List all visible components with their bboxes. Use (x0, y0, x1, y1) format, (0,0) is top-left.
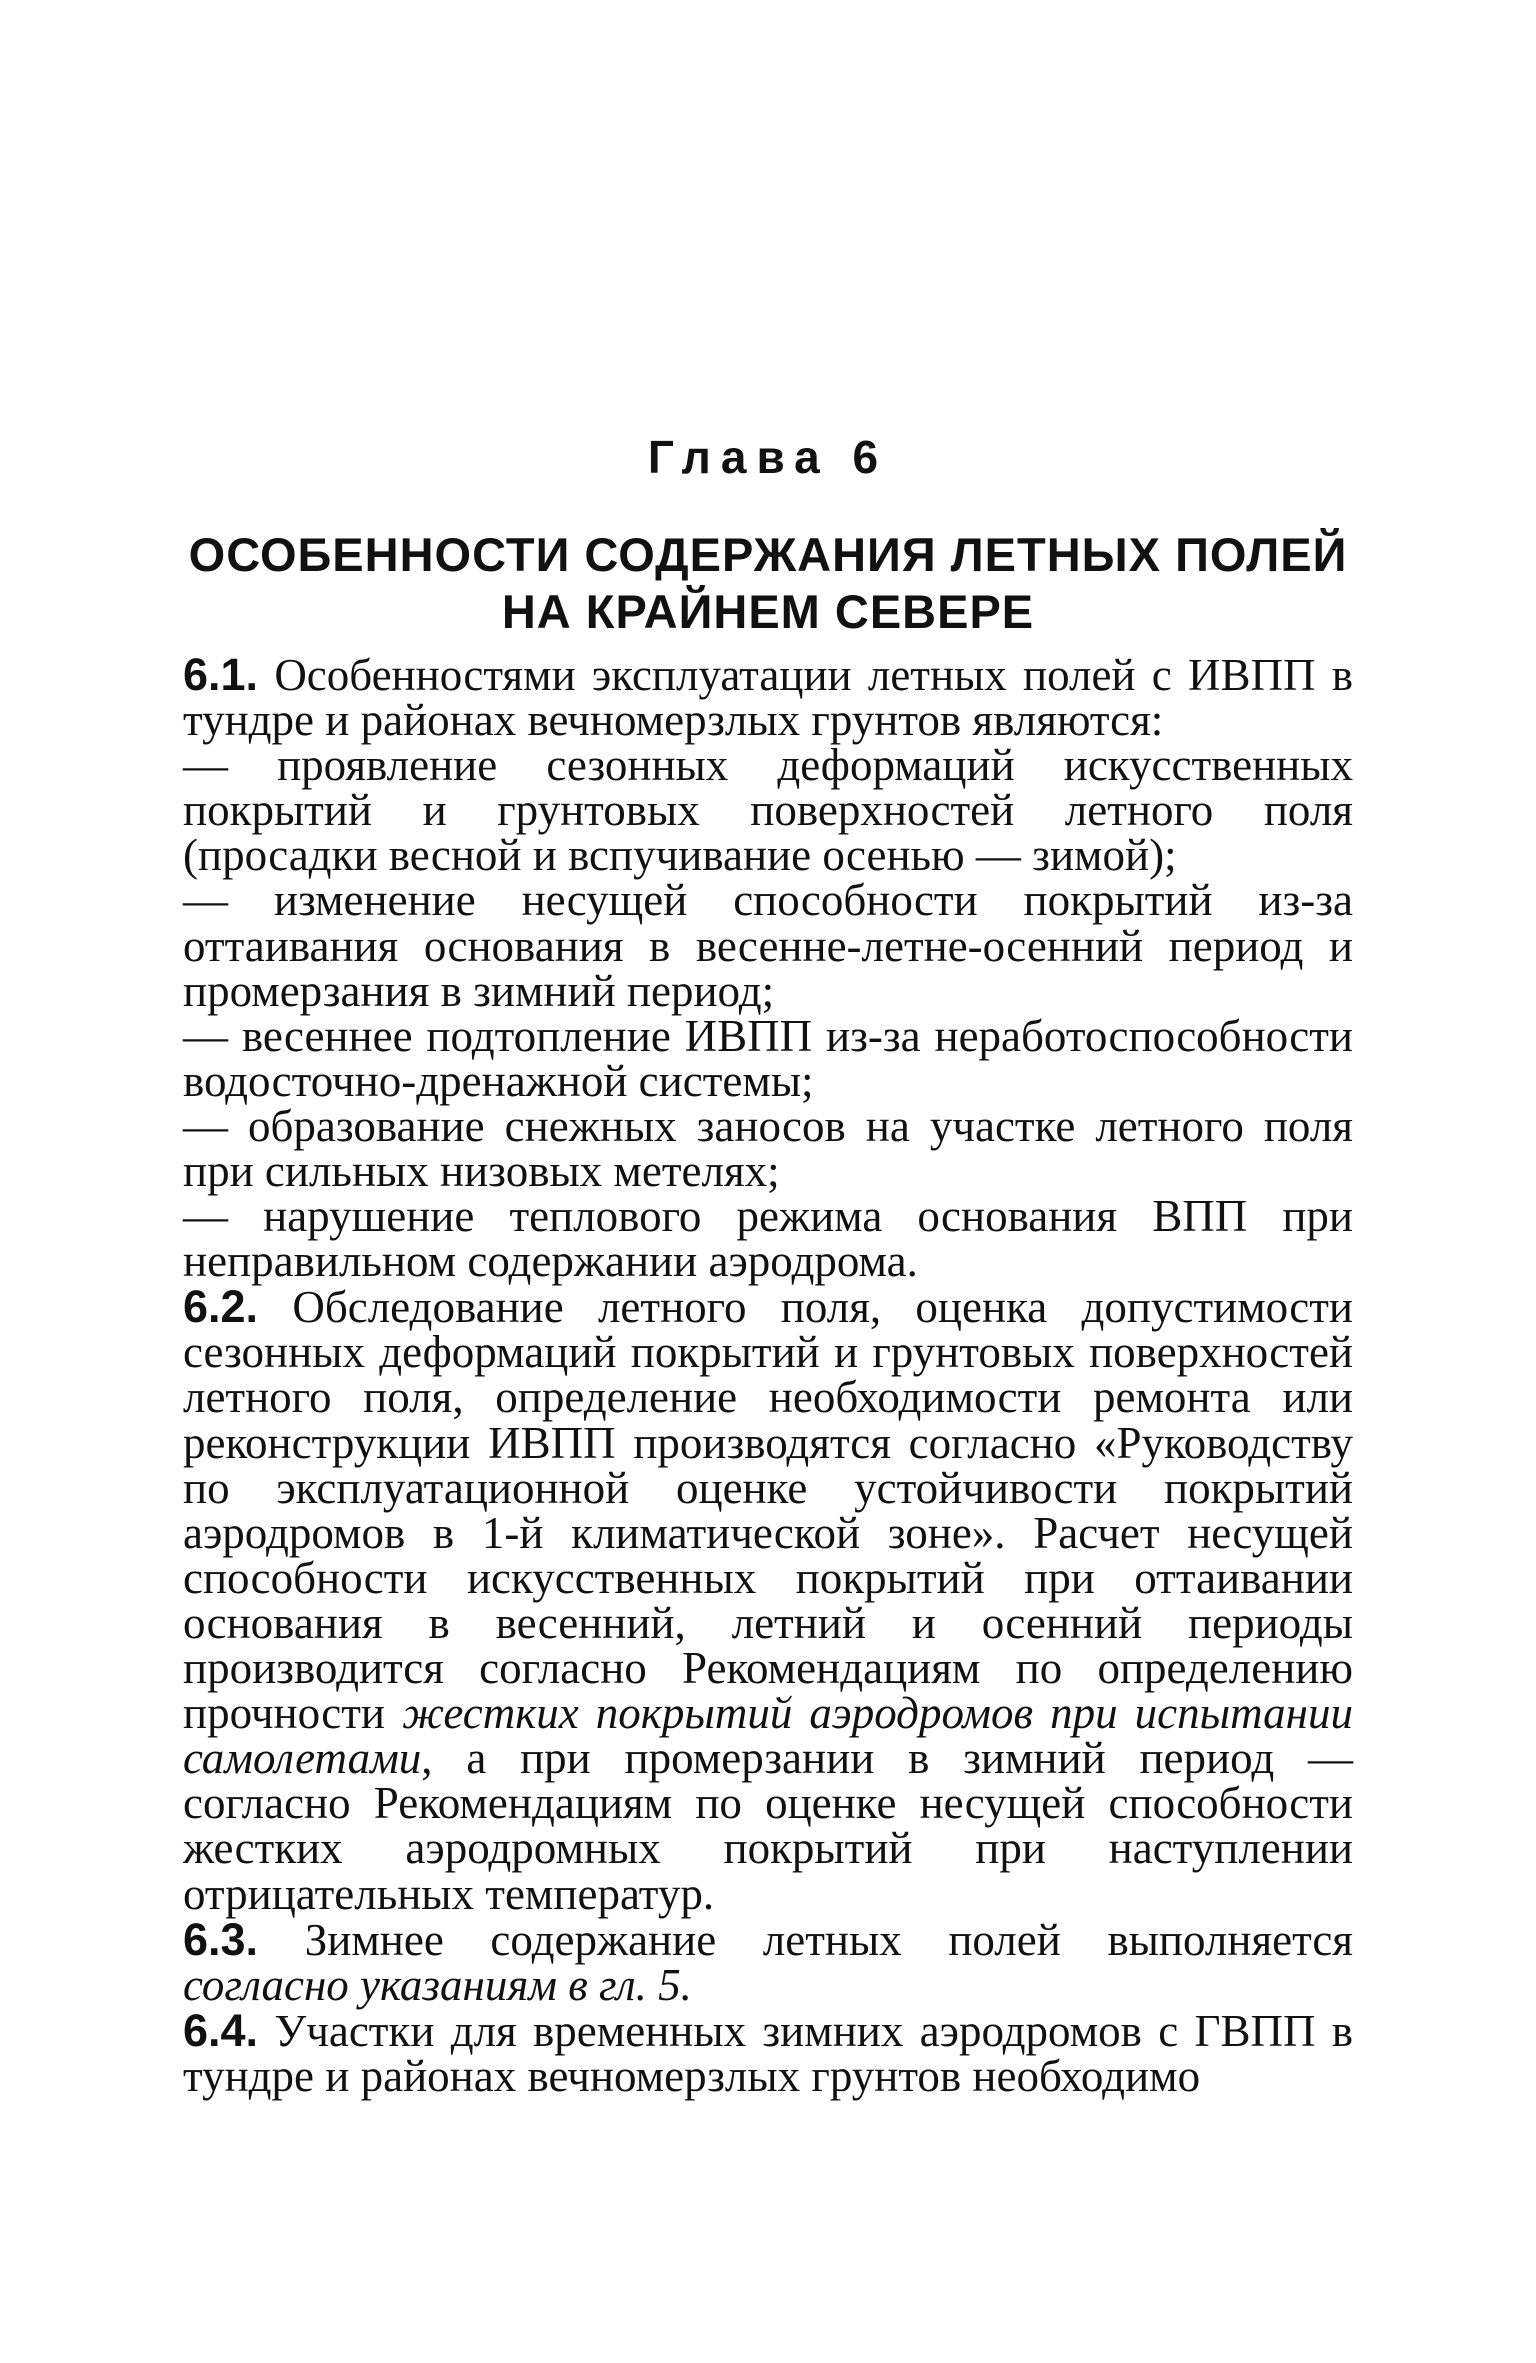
list-item: — изменение несущей способности покрытий из-за оттаивания основания в весенне-летне-осенний период и промерзания в зимний период; (183, 875, 1353, 1016)
list-item: — образование снежных заносов на участке летного поля при сильных низовых метелях; (183, 1100, 1353, 1196)
chapter-label: Глава 6 (647, 431, 889, 483)
list-item: — весеннее подтопление ИВПП из-за неработоспособности водосточно-дренажной системы; (183, 1010, 1353, 1106)
section-6-2 (183, 1281, 1354, 1919)
section-6-1 (183, 648, 1353, 746)
section-6-3 (183, 1913, 1354, 2010)
section-text-italic: жестких покрытий аэродромов при испытании самолетами (183, 1688, 1353, 1784)
section-number: 6.1. (183, 648, 259, 700)
list-item: — нарушение теплового режима основания ВПП при неправильном содержании аэродрома. (183, 1191, 1353, 1287)
chapter-title (183, 527, 1353, 640)
chapter-title-line-1: ОСОБЕННОСТИ СОДЕРЖАНИЯ ЛЕТНЫХ ПОЛЕЙ (188, 528, 1348, 582)
section-text: Участки для временных зимних аэродромов с ГВПП в тундре и районах вечномерзлых грунтов необходимо (183, 2005, 1354, 2101)
section-text: Зимнее содержание летных полей выполняется (304, 1914, 1354, 1965)
section-6-4 (183, 2004, 1354, 2101)
chapter-title-line-2: НА КРАЙНЕМ СЕВЕРЕ (501, 584, 1035, 638)
list-item: — проявление сезонных деформаций искусственных покрытий и грунтовых поверхностей летного поля (просадки весной и вспучивание осенью — зимой); (183, 740, 1353, 881)
document-page (183, 430, 1353, 2099)
section-text-italic: согласно указаниям в гл. 5. (183, 1959, 692, 2010)
section-number: 6.3. (183, 1913, 259, 1965)
section-text: Особенностями эксплуатации летных полей с ИВПП в тундре и районах вечномерзлых грунтов являются: (183, 649, 1353, 746)
section-number: 6.2. (183, 1281, 259, 1333)
section-text: Обследование летного поля, оценка допустимости сезонных деформаций покрытий и грунтовых поверхностей летного поля, определение необходимости ремонта или реконструкции ИВПП производятся согласно «Руководству по эксплуатационной оценке устойчивости покрытий аэродромов в 1-й климатической зоне». Расчет несущей способности искусственных покрытий при оттаивании основания в весенний, летний и осенний периоды производится согласно Рекомендациям по определению прочности (183, 1282, 1354, 1739)
section-number: 6.4. (183, 2004, 259, 2056)
section-text: , а при промерзании в зимний период — согласно Рекомендациям по оценке несущей способности жестких аэродромных покрытий при наступлении отрицательных температур. (183, 1733, 1353, 1919)
